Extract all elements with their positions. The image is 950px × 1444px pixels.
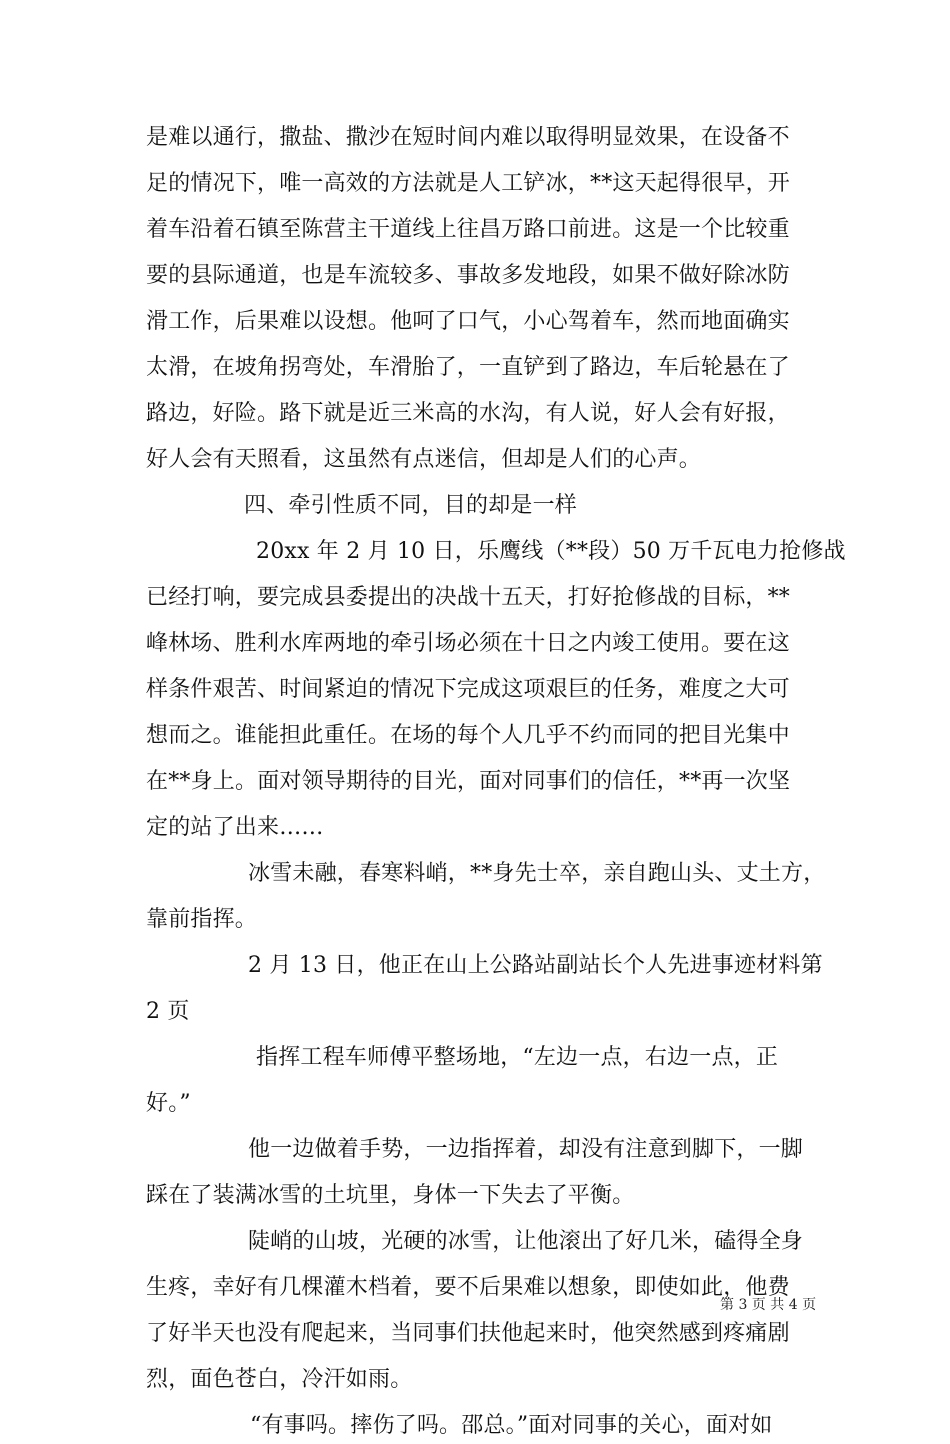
text-line: 他一边做着手势，一边指挥着，却没有注意到脚下，一脚 [248,1137,804,1162]
text-line: 是难以通行，撒盐、撒沙在短时间内难以取得明显效果，在设备不 [146,125,790,150]
text-line: 陡峭的山坡，光硬的冰雪，让他滚出了好几米，磕得全身 [248,1229,804,1254]
section-heading: 四、牵引性质不同，目的却是一样 [244,493,578,518]
text-line: 生疼，幸好有几棵灌木档着，要不后果难以想象，即使如此，他费 [146,1275,790,1300]
document-body [146,120,846,1444]
page-footer: 第 3 页 共 4 页 [720,1297,817,1313]
text-line: 着车沿着石镇至陈营主干道线上往昌万路口前进。这是一个比较重 [146,217,790,242]
text-line: 靠前指挥。 [146,907,258,932]
text-line: “有事吗。摔伤了吗。邵总。”面对同事的关心，面对如 [250,1413,773,1438]
text-line: 太滑，在坡角拐弯处，车滑胎了，一直铲到了路边，车后轮悬在了 [146,355,790,380]
text-line: 烈，面色苍白，冷汗如雨。 [146,1367,413,1392]
text-line: 了好半天也没有爬起来，当同事们扶他起来时，他突然感到疼痛剧 [146,1321,790,1346]
text-line: 峰林场、胜利水库两地的牵引场必须在十日之内竣工使用。要在这 [146,631,790,656]
text-line: 2 页 [146,999,190,1024]
text-line: 路边，好险。路下就是近三米高的水沟，有人说，好人会有好报， [146,401,790,426]
text-line: 2 月 13 日，他正在山上公路站副站长个人先进事迹材料第 [248,953,823,978]
text-line: 已经打响，要完成县委提出的决战十五天，打好抢修战的目标，** [146,585,791,610]
text-line: 样条件艰苦、时间紧迫的情况下完成这项艰巨的任务，难度之大可 [146,677,790,702]
text-line: 好人会有天照看，这虽然有点迷信，但却是人们的心声。 [146,447,702,472]
text-line: 好。” [146,1091,191,1116]
text-line: 定的站了出来…… [146,815,324,840]
text-line: 冰雪未融，春寒料峭，**身先士卒，亲自跑山头、丈土方， [248,861,826,886]
text-line: 想而之。谁能担此重任。在场的每个人几乎不约而同的把目光集中 [146,723,790,748]
text-line: 足的情况下，唯一高效的方法就是人工铲冰，**这天起得很早，开 [146,171,791,196]
text-line: 在**身上。面对领导期待的目光，面对同事们的信任，**再一次坚 [146,769,791,794]
text-line: 踩在了装满冰雪的土坑里，身体一下失去了平衡。 [146,1183,635,1208]
text-line: 滑工作，后果难以设想。他呵了口气，小心驾着车，然而地面确实 [146,309,790,334]
text-line: 要的县际通道，也是车流较多、事故多发地段，如果不做好除冰防 [146,263,790,288]
text-line: 20xx 年 2 月 10 日，乐鹰线（**段）50 万千瓦电力抢修战 [256,539,846,564]
text-line: 指挥工程车师傅平整场地，“左边一点，右边一点，正 [256,1045,779,1070]
